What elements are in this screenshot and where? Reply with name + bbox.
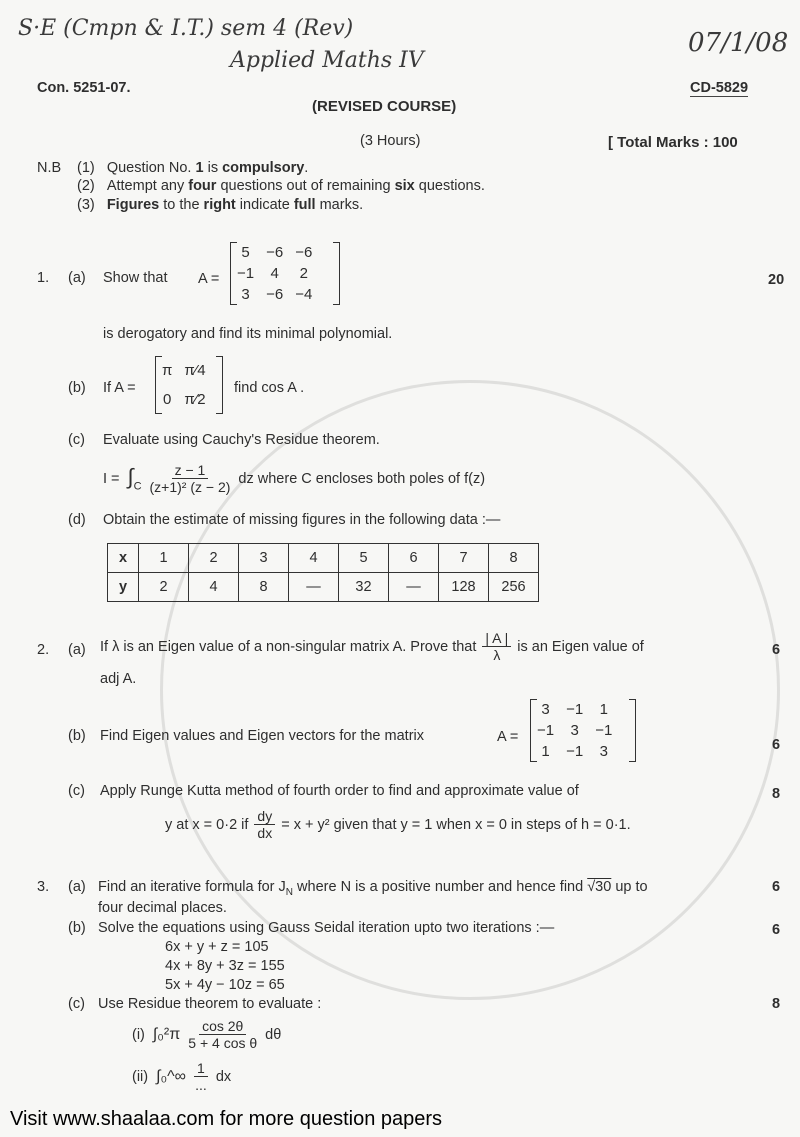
- nb-item: (2) Attempt any four questions out of remaining six questions.: [77, 178, 485, 194]
- part-label: (a): [68, 270, 86, 286]
- part-label: (b): [68, 920, 86, 936]
- q2b-text: Find Eigen values and Eigen vectors for the matrix: [100, 728, 424, 744]
- marks: 6: [772, 642, 781, 658]
- marks: 8: [772, 996, 781, 1012]
- part-label: (c): [68, 996, 85, 1012]
- paper-code: CD-5829: [690, 80, 749, 96]
- nb-label: N.B: [37, 160, 62, 176]
- q2a-text: If λ is an Eigen value of a non-singular matrix A. Prove that $\frac{| A |}{\lambda}$ is an Eigen value of: [100, 630, 644, 663]
- q3c-text: Use Residue theorem to evaluate :: [98, 996, 322, 1012]
- q3a-text: Find an iterative formula for $J_N$ where N is a positive number and hence find √30 up to: [98, 879, 648, 898]
- part-label: (b): [68, 728, 86, 744]
- question-number: 3.: [37, 879, 50, 895]
- q1a-cont: is derogatory and find its minimal polynomial.: [103, 326, 393, 342]
- marks: 20: [768, 272, 785, 288]
- q1b-text: If A =: [103, 380, 136, 396]
- marks: 6: [772, 737, 781, 753]
- part-label: (b): [68, 380, 86, 396]
- matrix-lhs: A =: [198, 271, 220, 287]
- matrix-a: 5 −6 −6 −1 4 2 3 −6 −4: [230, 242, 340, 305]
- q2c-text: Apply Runge Kutta method of fourth order to find and approximate value of: [100, 783, 579, 799]
- table-row: x 1 2 3 4 5 6 7 8: [108, 544, 539, 573]
- total-marks: [ Total Marks : 100: [608, 134, 738, 151]
- duration: (3 Hours): [360, 133, 421, 149]
- q1a-text: Show that: [103, 270, 168, 286]
- q1c-text: Evaluate using Cauchy's Residue theorem.: [103, 432, 380, 448]
- nb-item: (3) Figures to the right indicate full marks.: [77, 197, 364, 213]
- q1d-text: Obtain the estimate of missing figures in the following data :—: [103, 512, 501, 528]
- part-label: (a): [68, 879, 86, 895]
- q3b-text: Solve the equations using Gauss Seidal iteration upto two iterations :—: [98, 920, 555, 936]
- handwritten-subject: Applied Maths IV: [230, 48, 424, 73]
- part-label: (d): [68, 512, 86, 528]
- footer-link[interactable]: Visit www.shaalaa.com for more question papers: [10, 1108, 443, 1130]
- question-number: 2.: [37, 642, 50, 658]
- matrix-lhs: A =: [497, 729, 519, 745]
- nb-item: (1) Question No. 1 is compulsory.: [77, 160, 309, 176]
- q2a-cont: adj A.: [100, 671, 137, 687]
- q1b-after: find cos A .: [234, 380, 305, 396]
- q2c-formula: y at x = 0·2 if $\frac{dy}{dx}$ = x + y² given that y = 1 when x = 0 in steps of h = 0·1.: [165, 808, 631, 841]
- table-row: y 2 4 8 — 32 — 128 256: [108, 573, 539, 602]
- marks: 8: [772, 786, 781, 802]
- con-number: Con. 5251-07.: [37, 80, 131, 96]
- q3c-i: (i) ∫₀²π $\frac{\cos 2\theta}{\text{5 + 4 cos θ}}$ dθ: [132, 1018, 282, 1051]
- data-table: [107, 543, 539, 602]
- handwritten-date: 07/1/08: [688, 28, 789, 58]
- part-label: (c): [68, 432, 85, 448]
- handwritten-course: S·E (Cmpn & I.T.) sem 4 (Rev): [18, 16, 354, 41]
- matrix-q2b: 3 −1 1 −1 3 −1 1 −1 3: [530, 699, 636, 762]
- equation: 4x + 8y + 3z = 155: [165, 958, 285, 974]
- course-title: (REVISED COURSE): [312, 98, 457, 115]
- question-number: 1.: [37, 270, 50, 286]
- equation: 5x + 4y − 10z = 65: [165, 977, 285, 993]
- part-label: (c): [68, 783, 85, 799]
- marks: 6: [772, 879, 781, 895]
- equation: 6x + y + z = 105: [165, 939, 269, 955]
- matrix-b: π π⁄4 0 π⁄2: [155, 356, 223, 414]
- q1c-integral: I = $\int_C$ $\frac{z - 1}{\text{(z+1)² (z − 2)}}$ dz where C encloses both poles of f(z): [103, 462, 486, 495]
- q3c-ii: (ii) ∫₀^∞ $\frac{1}{...}$ dx: [132, 1060, 232, 1093]
- marks: 6: [772, 922, 781, 938]
- q3a-cont: four decimal places.: [98, 900, 227, 916]
- part-label: (a): [68, 642, 86, 658]
